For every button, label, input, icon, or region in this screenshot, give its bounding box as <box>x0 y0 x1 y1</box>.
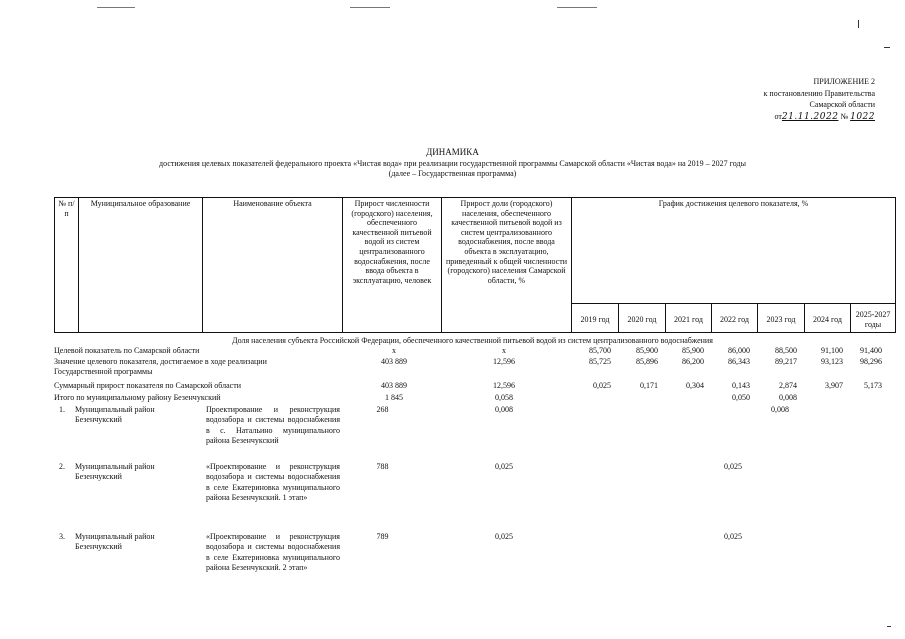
item-year-value: 0,008 <box>771 405 789 414</box>
summary-year-value: 85,725 <box>589 357 611 366</box>
year-header: 2021 год <box>666 304 712 333</box>
item-pop-value: 789 <box>376 532 389 541</box>
item-pop-value: 268 <box>376 405 389 414</box>
year-header: 2023 год <box>758 304 805 333</box>
summary-year-value: 88,500 <box>775 346 797 355</box>
summary-row-label: Значение целевого показателя, достигаемое в ходе реализации Государственной программы <box>54 357 267 376</box>
title-subtitle: достижения целевых показателей федерального проекта «Чистая вода» при реализации государственной программы Самарской области «Чистая вода» на 2019 – 2027 годы <box>159 158 746 168</box>
year-header: 2024 год <box>805 304 851 333</box>
item-year-value: 0,025 <box>724 532 742 541</box>
scan-mark <box>884 47 890 48</box>
summary-share-value: 0,058 <box>495 393 513 402</box>
summary-year-value: 0,304 <box>686 381 704 390</box>
summary-year-value: 98,296 <box>860 357 882 366</box>
summary-pop-value: 403 889 <box>381 381 407 390</box>
item-number: 1. <box>59 405 65 414</box>
date-value: 21.11.2022 <box>781 111 839 122</box>
appendix-line: Самарской области <box>809 100 875 110</box>
summary-year-value: 91,400 <box>860 346 882 355</box>
summary-year-value: 0,171 <box>640 381 658 390</box>
summary-year-value: 2,874 <box>779 381 797 390</box>
item-number: 3. <box>59 532 65 541</box>
item-object-name: «Проектирование и реконструкция водозабора и системы водоснабжения в селе Екатериновка муниципального района Безенчукский. 2 этап» <box>206 532 340 573</box>
section-title: Доля населения субъекта Российской Федерации, обеспеченного качественной питьевой водой из систем централизованного водоснабжения <box>232 336 713 345</box>
summary-share-value: х <box>502 346 506 355</box>
year-header: 2025-2027 годы <box>851 304 896 333</box>
col-object-header: Наименование объекта <box>203 198 343 333</box>
item-number: 2. <box>59 462 65 471</box>
year-header: 2020 год <box>619 304 666 333</box>
col-schedule-header: График достижения целевого показателя, % <box>572 198 896 304</box>
item-object-name: «Проектирование и реконструкция водозабора и системы водоснабжения в селе Екатериновка муниципального района Безенчукский. 1 этап» <box>206 462 340 503</box>
item-object-name: Проектирование и реконструкция водозабора и системы водоснабжения в с. Натальино муниципального района Безенчукский <box>206 405 340 446</box>
summary-year-value: 0,008 <box>779 393 797 402</box>
summary-pop-value: 1 845 <box>385 393 403 402</box>
summary-pop-value: 403 889 <box>381 357 407 366</box>
item-share-value: 0,008 <box>495 405 513 414</box>
summary-year-value: 0,050 <box>732 393 750 402</box>
number-prefix: № <box>840 111 849 121</box>
col-municipality-header: Муниципальное образование <box>79 198 203 333</box>
document-title <box>0 147 905 179</box>
appendix-header <box>700 76 875 124</box>
col-pop-growth-header: Прирост численности (городского) населения, обеспеченного качественной питьевой водой из систем централизованного водоснабжения, после ввода объекта в эксплуатацию, человек <box>343 198 442 333</box>
summary-row-label: Суммарный прирост показателя по Самарской области <box>54 381 241 390</box>
summary-row-label: Итого по муниципальному району Безенчукский <box>54 393 221 402</box>
summary-year-value: 86,000 <box>728 346 750 355</box>
summary-row-label: Целевой показатель по Самарской области <box>54 346 200 355</box>
scan-mark <box>887 626 891 627</box>
number-value: 1022 <box>850 111 875 122</box>
summary-pop-value: х <box>392 346 396 355</box>
summary-year-value: 85,896 <box>636 357 658 366</box>
summary-share-value: 12,596 <box>493 381 515 390</box>
col-num-header: № п/п <box>55 198 79 333</box>
summary-year-value: 85,900 <box>636 346 658 355</box>
summary-year-value: 91,100 <box>821 346 843 355</box>
item-share-value: 0,025 <box>495 462 513 471</box>
title-note: (далее – Государственная программа) <box>388 169 517 179</box>
summary-year-value: 89,217 <box>775 357 797 366</box>
appendix-line: к постановлению Правительства <box>763 88 875 98</box>
summary-year-value: 93,123 <box>821 357 843 366</box>
scan-mark <box>858 20 859 28</box>
summary-year-value: 3,907 <box>825 381 843 390</box>
item-year-value: 0,025 <box>724 462 742 471</box>
appendix-date-line <box>700 111 875 124</box>
item-municipality: Муниципальный район Безенчукский <box>75 405 155 424</box>
scan-mark <box>97 7 135 8</box>
summary-year-value: 86,200 <box>682 357 704 366</box>
item-municipality: Муниципальный район Безенчукский <box>75 462 155 481</box>
indicator-table-header <box>54 197 896 333</box>
date-prefix: от <box>774 111 782 121</box>
scan-mark <box>557 7 597 8</box>
col-share-growth-header: Прирост доли (городского) населения, обеспеченного качественной питьевой водой из систем централизованного водоснабжения, после ввода объекта в эксплуатацию, приведенный к общей численности (городского) населения Самарской области, % <box>442 198 572 333</box>
scan-mark <box>350 7 390 8</box>
item-municipality: Муниципальный район Безенчукский <box>75 532 155 551</box>
summary-year-value: 85,900 <box>682 346 704 355</box>
summary-year-value: 5,173 <box>864 381 882 390</box>
year-header: 2022 год <box>712 304 758 333</box>
item-pop-value: 788 <box>376 462 389 471</box>
summary-year-value: 0,025 <box>593 381 611 390</box>
summary-year-value: 86,343 <box>728 357 750 366</box>
title-heading: ДИНАМИКА <box>426 147 479 157</box>
summary-year-value: 0,143 <box>732 381 750 390</box>
summary-share-value: 12,596 <box>493 357 515 366</box>
item-share-value: 0,025 <box>495 532 513 541</box>
year-header: 2019 год <box>572 304 619 333</box>
summary-year-value: 85,700 <box>589 346 611 355</box>
appendix-line: ПРИЛОЖЕНИЕ 2 <box>813 77 875 86</box>
